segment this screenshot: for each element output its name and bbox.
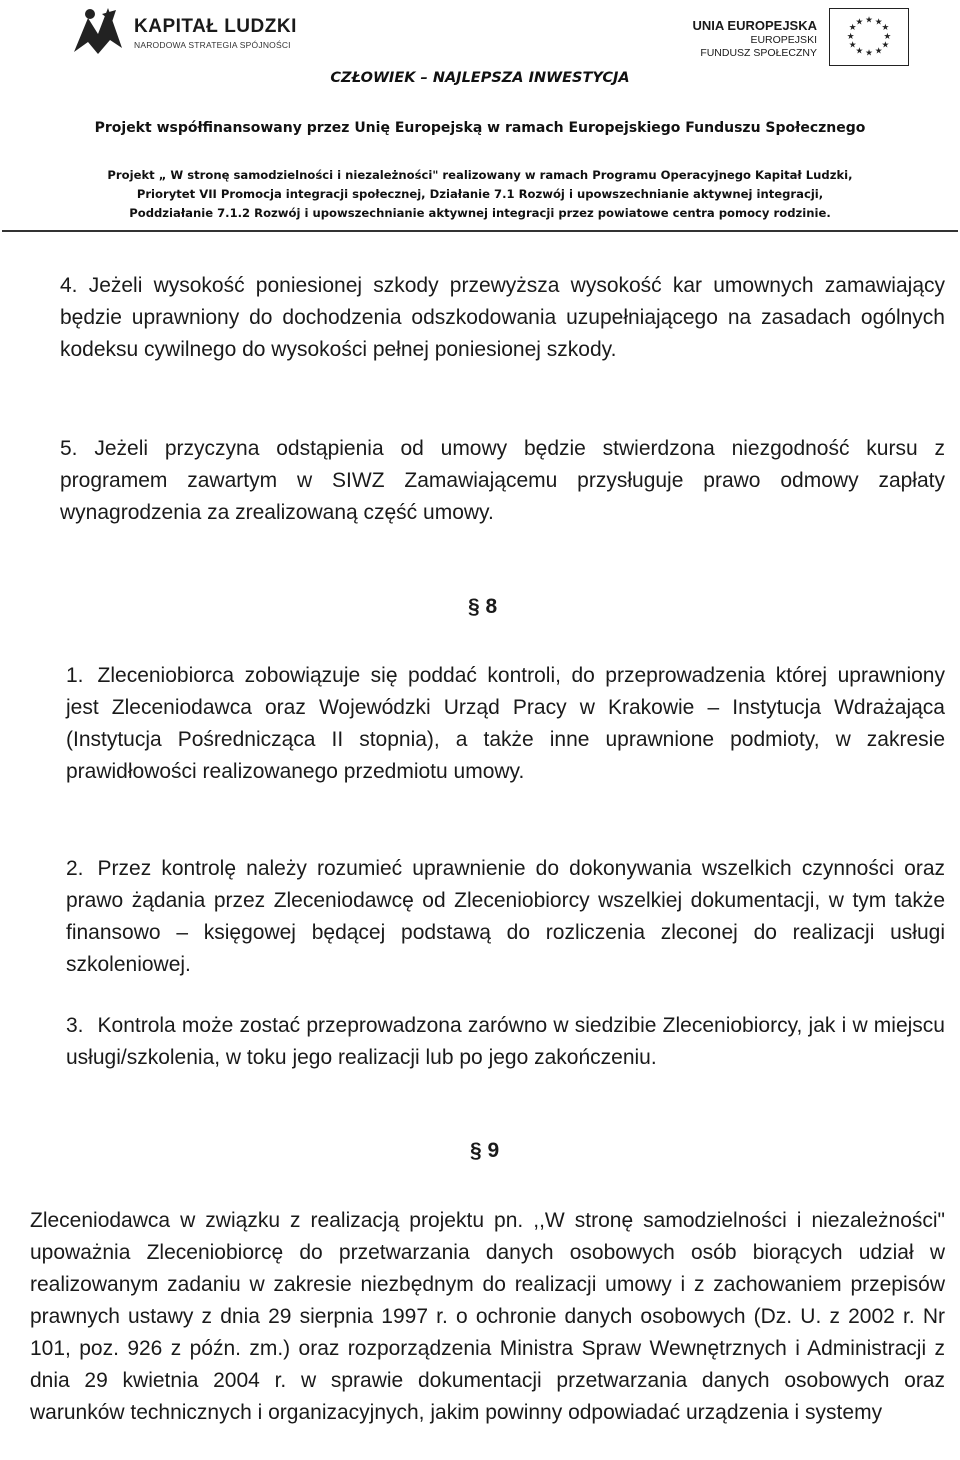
item-text: Kontrola może zostać przeprowadzona zarówno w siedzibie Zleceniobiorcy, jak i w miejscu usługi/szkolenia, w toku jego realizacji lub po jego zakończeniu. [66,1014,945,1069]
eu-logo-text [693,18,817,60]
eu-flag-icon [829,8,909,66]
item-text: Przez kontrolę należy rozumieć uprawnienie do dokonywania wszelkich czynności oraz prawo żądania przez Zleceniodawcę od Zleceniobiorcy wszelkiej dokumentacji, w tym także finansowo – księgowej będącej podstawą do rozliczenia zleconej do realizacji usługi szkoleniowej. [66,857,945,976]
section-8-item-3 [66,1010,945,1074]
section-heading-9: § 9 [470,1139,500,1162]
item-text: Zleceniobiorca zobowiązuje się poddać kontroli, do przeprowadzenia której uprawniony jest Zleceniodawca oraz Wojewódzki Urząd Pracy w Krakowie – Instytucja Wdrażająca (Instytucja Pośrednicząca II stopnia), a także inne uprawnione podmioty, w zakresie prawidłowości realizowanego przedmiotu umowy. [66,664,945,783]
paragraph-item-5: 5. Jeżeli przyczyna odstąpienia od umowy będzie stwierdzona niezgodność kursu z programem zawartym w SIWZ Zamawiającemu przysługuje prawo odmowy zapłaty wynagrodzenia za zrealizowaną część umowy. [60,437,945,524]
header-motto: CZŁOWIEK – NAJLEPSZA INWESTYCJA [330,70,630,86]
eu-logo-line3: FUNDUSZ SPOŁECZNY [700,47,817,59]
eu-logo [692,8,915,68]
header-project-line-2: Priorytet VII Promocja integracji społecznej, Działanie 7.1 Rozwój i upowszechnianie aktywnej integracji, [136,187,824,201]
svg-text:★: ★ [881,23,890,34]
svg-text:★: ★ [874,46,883,57]
item-number: 3. [66,1014,84,1037]
svg-text:★: ★ [874,17,883,28]
header-project-line-1: Projekt „ W stronę samodzielności i niezależności" realizowany w ramach Programu Operacyjnego Kapitał Ludzki, [107,168,853,182]
eu-logo-line2: EUROPEJSKI [750,34,817,46]
kapital-ludzki-subtitle: NARODOWA STRATEGIA SPÓJNOŚCI [134,40,291,50]
kapital-ludzki-emblem-icon [68,4,126,58]
svg-text:★: ★ [848,40,857,51]
svg-text:★: ★ [881,40,890,51]
svg-text:★: ★ [848,23,857,34]
document-header [0,0,960,234]
kapital-ludzki-logo [68,4,298,60]
section-9-text: Zleceniodawca w związku z realizacją projektu pn. ,,W stronę samodzielności i niezależności" upoważnia Zleceniobiorcę do przetwarzania danych osobowych osób biorących udział w realizowanym zadaniu w zakresie niezbędnym do realizacji umowy i z zachowaniem przepisów prawnych ustawy z dnia 29 sierpnia 1997 r. o ochronie danych osobowych (Dz. U. z 2002 r. Nr 101, poz. 926 z późn. zm.) oraz rozporządzenia Ministra Spraw Wewnętrznych i Administracji z dnia 29 kwietnia 2004 r. w sprawie dokumentacji przetwarzania danych osobowych oraz warunków technicznych i organizacyjnych, jakim powinny odpowiadać urządzenia i systemy [30,1209,945,1424]
header-divider [2,230,958,232]
svg-text:★: ★ [846,31,855,42]
svg-text:★: ★ [855,17,864,28]
item-number: 1. [66,664,84,687]
item-number: 2. [66,857,84,880]
eu-logo-line1: UNIA EUROPEJSKA [692,18,817,33]
paragraph-item-4: 4. Jeżeli wysokość poniesionej szkody przewyższa wysokość kar umownych zamawiający będzie uprawniony do dochodzenia odszkodowania uzupełniającego na zasadach ogólnych kodeksu cywilnego do wysokości pełnej poniesionej szkody. [60,274,945,361]
section-8-item-1 [66,660,945,788]
svg-text:★: ★ [883,31,892,42]
header-project-line-3: Poddziałanie 7.1.2 Rozwój i upowszechnianie aktywnej integracji przez powiatowe centra pomocy rodzinie. [129,206,831,220]
header-cofinance-note: Projekt współfinansowany przez Unię Europejską w ramach Europejskiego Funduszu Społecznego [94,120,866,136]
svg-text:★: ★ [865,48,873,59]
svg-text:★: ★ [855,46,864,57]
section-8-item-2 [66,853,945,981]
svg-text:★: ★ [865,15,873,26]
section-heading-8: § 8 [468,595,498,618]
kapital-ludzki-title: KAPITAŁ LUDZKI [134,16,297,37]
